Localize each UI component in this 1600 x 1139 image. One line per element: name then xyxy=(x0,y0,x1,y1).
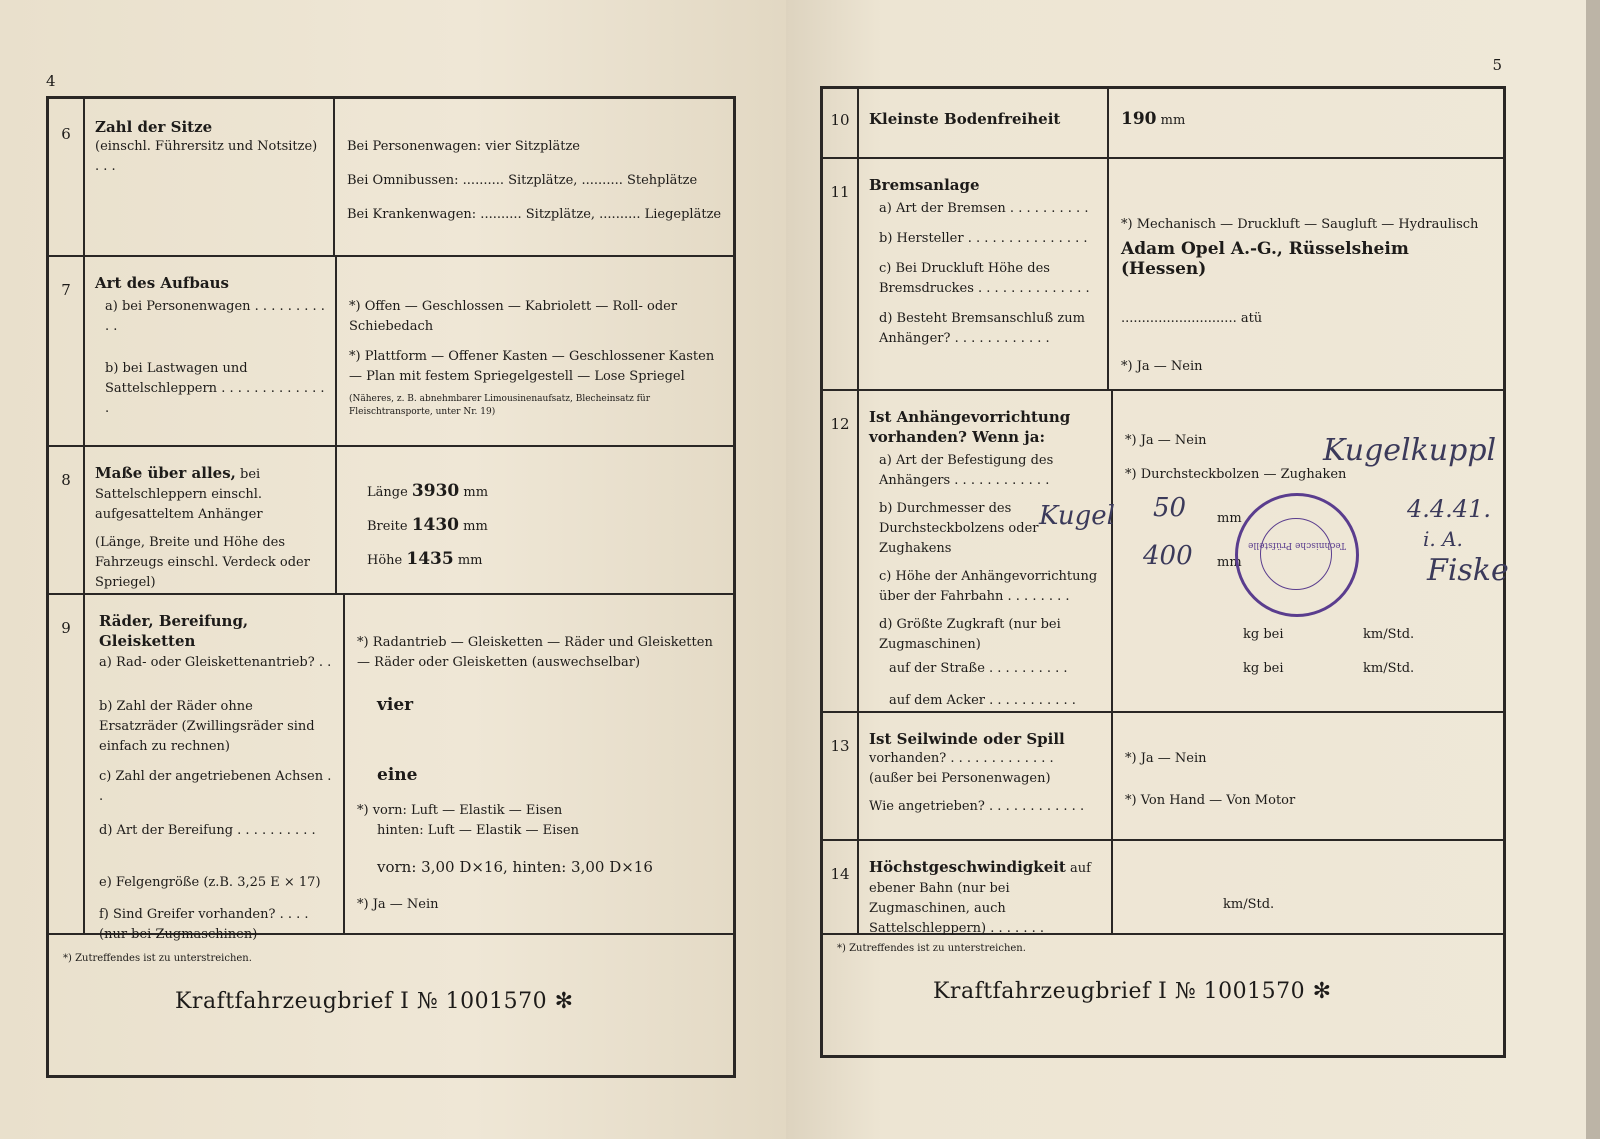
row-label xyxy=(85,445,337,593)
row-value xyxy=(337,445,733,593)
left-page xyxy=(0,0,786,1139)
row-value xyxy=(337,255,733,445)
value-yes-no: *) Ja — Nein xyxy=(1125,433,1207,448)
label-question: Wie angetrieben? . . . . . . . . . . . . xyxy=(869,799,1085,814)
row-value xyxy=(1113,711,1503,839)
label-a: a) Art der Befestigung des Anhängers . . . . . . . . . . . . xyxy=(879,453,1054,488)
row-number: 12 xyxy=(823,389,859,711)
row-number: 6 xyxy=(49,99,85,255)
unit-mm-hoehe: mm xyxy=(1217,555,1242,570)
row-12 xyxy=(823,389,1509,713)
row-label xyxy=(85,99,335,255)
row-8 xyxy=(49,445,733,595)
value-c: eine xyxy=(377,765,418,785)
value-b: vier xyxy=(377,695,414,715)
page-number: 4 xyxy=(46,72,56,90)
row-number: 10 xyxy=(823,89,859,157)
row-number: 9 xyxy=(49,593,85,933)
label-sub: vorhanden? . . . . . . . . . . . . . (außer bei Personenwagen) xyxy=(869,751,1054,786)
label-title: Ist Anhängevorrichtung vorhanden? Wenn ja: xyxy=(869,408,1071,446)
label-title: Bremsanlage xyxy=(869,176,980,194)
label-title: Räder, Bereifung, Gleisketten xyxy=(99,612,249,650)
value-d: *) Ja — Nein xyxy=(1121,359,1203,374)
unit: mm xyxy=(463,519,488,534)
unit: mm xyxy=(1160,113,1186,128)
label-a: a) bei Personenwagen . . . . . . . . . . . xyxy=(105,299,325,334)
row-11 xyxy=(823,157,1503,391)
label-b: b) bei Lastwagen und Sattelschleppern . . . . . . . . . . . . . . xyxy=(105,361,325,416)
value-krankenwagen: Bei Krankenwagen: .......... Sitzplätze, .......... Liegeplätze xyxy=(347,207,722,222)
row-14 xyxy=(823,839,1503,935)
value-c: ............................ atü xyxy=(1121,311,1263,326)
label-f: f) Sind Greifer vorhanden? . . . . (nur bei Zugmaschinen) xyxy=(99,907,309,942)
label-d: d) Besteht Bremsanschluß zum Anhänger? . . . . . . . . . . . . xyxy=(879,311,1085,346)
footnote: *) Zutreffendes ist zu unterstreichen. xyxy=(63,953,252,964)
breite-value: 1430 xyxy=(411,515,460,535)
row-9 xyxy=(49,593,733,942)
label-d1: auf der Straße . . . . . . . . . . xyxy=(889,661,1068,676)
label-title: Zahl der Sitze xyxy=(95,118,213,136)
label-title: Höchstgeschwindigkeit xyxy=(869,858,1066,876)
value-f: *) Ja — Nein xyxy=(357,897,439,912)
row-13 xyxy=(823,711,1503,841)
unit-kmh-acker: km/Std. xyxy=(1363,661,1415,676)
row-7 xyxy=(49,255,733,447)
value-personenwagen: Bei Personenwagen: vier Sitzplätze xyxy=(347,139,580,154)
form-footer xyxy=(49,933,733,1075)
unit: mm xyxy=(457,553,483,568)
label-sub: auf ebener Bahn (nur bei Zugmaschinen, auch Sattelschleppern) . . . . . . . xyxy=(869,861,1091,936)
value-note: (Näheres, z. B. abnehmbarer Limousinenaufsatz, Blecheinsatz für Fleischtransporte, unter Nr. 19) xyxy=(349,394,651,417)
value-a: *) Mechanisch — Druckluft — Saugluft — Hydraulisch xyxy=(1121,217,1479,232)
value-a: *) Offen — Geschlossen — Kabriolett — Roll- oder Schiebedach xyxy=(349,299,678,334)
row-number: 11 xyxy=(823,157,859,389)
value-d1: *) vorn: Luft — Elastik — Eisen xyxy=(357,803,563,818)
laenge-label: Länge xyxy=(367,485,408,500)
label-b: b) Durchmesser des Durchsteckbolzens oder Zughakens xyxy=(879,501,1039,556)
value-e: vorn: 3,00 D×16, hinten: 3,00 D×16 xyxy=(377,858,653,876)
right-page xyxy=(786,0,1586,1139)
label-note: (Länge, Breite und Höhe des Fahrzeugs einschl. Verdeck oder Spriegel) xyxy=(95,535,310,590)
handwritten-signature: Fiske xyxy=(1427,553,1509,588)
row-value xyxy=(335,99,733,255)
value-yes-no: *) Ja — Nein xyxy=(1125,751,1207,766)
label-title: Kleinste Bodenfreiheit xyxy=(869,110,1061,128)
label-d: d) Art der Bereifung . . . . . . . . . . xyxy=(99,823,316,838)
row-value xyxy=(1109,157,1503,389)
bodenfreiheit-value: 190 xyxy=(1121,109,1157,129)
row-label xyxy=(859,389,1113,711)
form-footer xyxy=(823,933,1503,1055)
row-label xyxy=(859,89,1109,157)
label-a: a) Rad- oder Gleiskettenantrieb? . . xyxy=(99,655,332,670)
row-label xyxy=(85,593,345,942)
handwritten-kugel: Kugel xyxy=(1039,501,1115,531)
page-number: 5 xyxy=(1492,56,1502,74)
hoehe-label: Höhe xyxy=(367,553,403,568)
handwritten-ia: i. A. xyxy=(1423,527,1463,551)
value-d2: hinten: Luft — Elastik — Eisen xyxy=(377,823,579,838)
value-omnibus: Bei Omnibussen: .......... Sitzplätze, .......... Stehplätze xyxy=(347,173,698,188)
row-value xyxy=(345,593,733,933)
laenge-value: 3930 xyxy=(411,481,460,501)
official-stamp xyxy=(1235,493,1359,617)
document-title: Kraftfahrzeugbrief I № 1001570 ✻ xyxy=(175,989,574,1014)
label-sub: bei Sattelschleppern einschl. aufgesatteltem Anhänger xyxy=(95,467,263,522)
value-antrieb: *) Von Hand — Von Motor xyxy=(1125,793,1296,808)
value-kmh: km/Std. xyxy=(1223,897,1275,912)
label-c: c) Höhe der Anhängevorrichtung über der Fahrbahn . . . . . . . . xyxy=(879,569,1098,604)
label-b: b) Hersteller . . . . . . . . . . . . . . . xyxy=(879,231,1088,246)
row-value xyxy=(1109,89,1503,157)
label-title: Art des Aufbaus xyxy=(95,274,229,292)
handwritten-400: 400 xyxy=(1143,541,1193,571)
stamp-inner-ring xyxy=(1260,518,1332,590)
row-value xyxy=(1113,839,1503,933)
row-number: 13 xyxy=(823,711,859,839)
value-a: *) Radantrieb — Gleisketten — Räder und Gleisketten — Räder oder Gleisketten (auswechselbar) xyxy=(357,635,713,670)
unit-kg-acker: kg bei xyxy=(1243,661,1284,676)
label-title: Maße über alles, xyxy=(95,464,236,482)
unit-kg-strasse: kg bei xyxy=(1243,627,1284,642)
label-c: c) Zahl der angetriebenen Achsen . . xyxy=(99,769,332,804)
footnote: *) Zutreffendes ist zu unterstreichen. xyxy=(837,943,1026,954)
row-label xyxy=(859,839,1113,936)
value-b: Adam Opel A.-G., Rüsselsheim (Hessen) xyxy=(1121,239,1409,279)
label-c: c) Bei Druckluft Höhe des Bremsdruckes . . . . . . . . . . . . . . xyxy=(879,261,1090,296)
row-number: 7 xyxy=(49,255,85,445)
row-label xyxy=(85,255,337,445)
label-title: Ist Seilwinde oder Spill xyxy=(869,730,1065,748)
label-d2: auf dem Acker . . . . . . . . . . . xyxy=(889,693,1076,708)
unit: mm xyxy=(463,485,489,500)
value-art: *) Durchsteckbolzen — Zughaken xyxy=(1125,467,1347,482)
row-label xyxy=(859,711,1113,839)
unit-kmh-strasse: km/Std. xyxy=(1363,627,1415,642)
row-6 xyxy=(49,99,733,257)
hoehe-value: 1435 xyxy=(406,549,454,569)
breite-label: Breite xyxy=(367,519,408,534)
handwritten-kupplung: Kugelkuppl xyxy=(1323,433,1497,468)
stamp-text: Technische Prüfstelle xyxy=(1248,540,1346,550)
handwritten-50: 50 xyxy=(1153,493,1187,523)
label-b: b) Zahl der Räder ohne Ersatzräder (Zwillingsräder sind einfach zu rechnen) xyxy=(99,699,315,754)
handwritten-date: 4.4.41. xyxy=(1407,495,1491,523)
label-d: d) Größte Zugkraft (nur bei Zugmaschinen) xyxy=(879,617,1061,652)
row-number: 14 xyxy=(823,839,859,933)
row-10 xyxy=(823,89,1503,159)
label-e: e) Felgengröße (z.B. 3,25 E × 17) xyxy=(99,875,321,890)
label-sub: (einschl. Führersitz und Notsitze) . . . xyxy=(95,139,318,174)
row-number: 8 xyxy=(49,445,85,593)
document-title: Kraftfahrzeugbrief I № 1001570 ✻ xyxy=(933,979,1332,1004)
form-table-left xyxy=(46,96,736,1078)
label-a: a) Art der Bremsen . . . . . . . . . . xyxy=(879,201,1089,216)
unit-mm-durchmesser: mm xyxy=(1217,511,1242,526)
value-b: *) Plattform — Offener Kasten — Geschlossener Kasten — Plan mit festem Spriegelgestell — Lose Spriegel xyxy=(349,349,715,384)
row-label xyxy=(859,157,1109,389)
form-table-right xyxy=(820,86,1509,1058)
